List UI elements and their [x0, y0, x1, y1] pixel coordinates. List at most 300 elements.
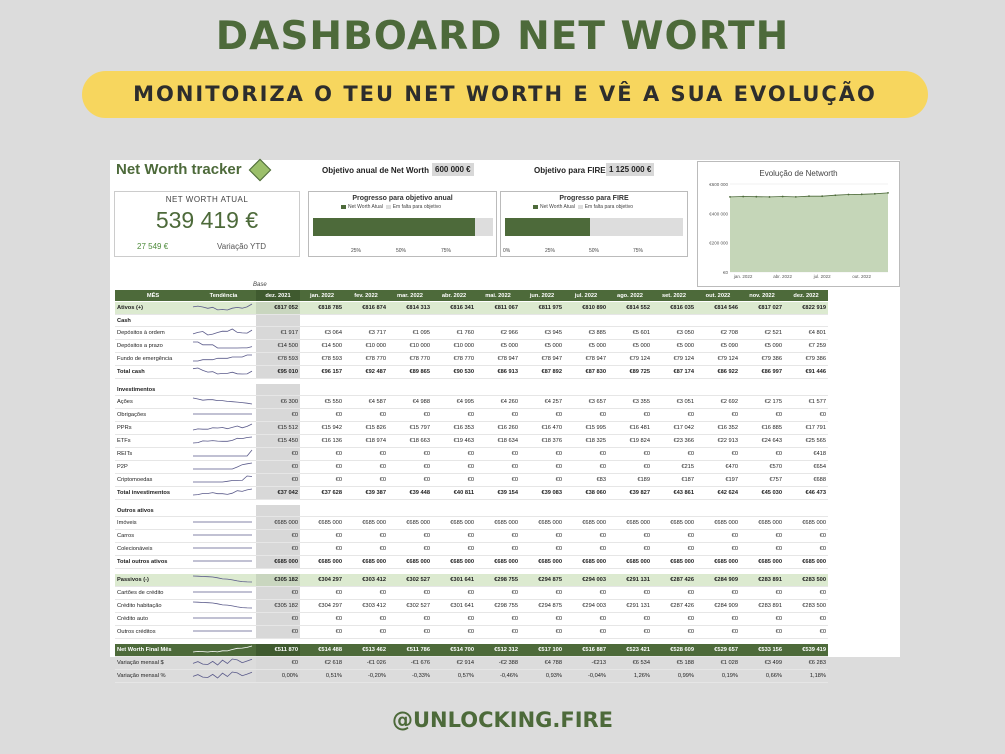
table-cell[interactable]: €685 000: [432, 517, 476, 530]
table-cell[interactable]: €811 067: [476, 302, 520, 315]
table-cell[interactable]: €0: [608, 448, 652, 461]
table-cell[interactable]: €298 755: [476, 574, 520, 587]
table-cell[interactable]: €87 892: [520, 366, 564, 379]
table-cell[interactable]: €685 000: [256, 556, 300, 569]
table-cell[interactable]: €0: [520, 530, 564, 543]
table-cell[interactable]: -0,46%: [476, 670, 520, 683]
table-cell[interactable]: €0: [432, 587, 476, 600]
table-cell[interactable]: €685 000: [740, 556, 784, 569]
table-cell[interactable]: €22 913: [696, 435, 740, 448]
table-cell[interactable]: €816 874: [344, 302, 388, 315]
table-cell[interactable]: €215: [652, 461, 696, 474]
table-cell[interactable]: €291 131: [608, 600, 652, 613]
table-cell[interactable]: €816 035: [652, 302, 696, 315]
table-cell[interactable]: €0: [388, 448, 432, 461]
table-cell[interactable]: €17 791: [784, 422, 828, 435]
table-cell[interactable]: €86 913: [476, 366, 520, 379]
table-cell[interactable]: €46 473: [784, 487, 828, 500]
table-cell[interactable]: €0: [388, 409, 432, 422]
table-cell[interactable]: -0,04%: [564, 670, 608, 683]
table-cell[interactable]: €96 157: [300, 366, 344, 379]
table-cell[interactable]: €3 945: [520, 327, 564, 340]
table-cell[interactable]: €513 462: [344, 644, 388, 657]
table-cell[interactable]: €2 692: [696, 396, 740, 409]
table-cell[interactable]: €0: [256, 657, 300, 670]
table-cell[interactable]: €0: [432, 448, 476, 461]
table-cell[interactable]: €305 182: [256, 600, 300, 613]
table-cell[interactable]: €19 824: [608, 435, 652, 448]
table-cell[interactable]: €685 000: [696, 517, 740, 530]
table-cell[interactable]: €0: [432, 613, 476, 626]
table-cell[interactable]: €2 175: [740, 396, 784, 409]
table-cell[interactable]: €0: [300, 530, 344, 543]
table-cell[interactable]: €516 887: [564, 644, 608, 657]
table-cell[interactable]: €0: [388, 474, 432, 487]
table-cell[interactable]: €0: [476, 448, 520, 461]
table-cell[interactable]: €89 865: [388, 366, 432, 379]
table-cell[interactable]: €39 154: [476, 487, 520, 500]
table-cell[interactable]: €817 027: [740, 302, 784, 315]
table-cell[interactable]: €0: [740, 530, 784, 543]
table-cell[interactable]: €5 601: [608, 327, 652, 340]
table-cell[interactable]: €294 003: [564, 600, 608, 613]
table-cell[interactable]: €1 917: [256, 327, 300, 340]
table-cell[interactable]: €0: [520, 543, 564, 556]
table-cell[interactable]: €685 000: [564, 517, 608, 530]
table-cell[interactable]: €685 000: [652, 517, 696, 530]
table-cell[interactable]: €0: [740, 409, 784, 422]
table-cell[interactable]: €78 947: [520, 353, 564, 366]
table-cell[interactable]: €685 000: [608, 517, 652, 530]
table-cell[interactable]: €5 000: [564, 340, 608, 353]
table-cell[interactable]: €0: [696, 543, 740, 556]
table-cell[interactable]: €0: [564, 587, 608, 600]
table-cell[interactable]: €0: [520, 461, 564, 474]
table-cell[interactable]: €0: [520, 474, 564, 487]
table-cell[interactable]: €685 000: [432, 556, 476, 569]
table-cell[interactable]: €0: [344, 626, 388, 639]
table-cell[interactable]: €87 174: [652, 366, 696, 379]
table-cell[interactable]: €78 947: [564, 353, 608, 366]
table-cell[interactable]: €810 890: [564, 302, 608, 315]
table-cell[interactable]: €302 527: [388, 600, 432, 613]
table-cell[interactable]: €5 000: [608, 340, 652, 353]
table-cell[interactable]: €37 042: [256, 487, 300, 500]
table-cell[interactable]: €16 481: [608, 422, 652, 435]
table-cell[interactable]: €6 283: [784, 657, 828, 670]
table-cell[interactable]: €685 000: [564, 556, 608, 569]
table-cell[interactable]: €654: [784, 461, 828, 474]
table-cell[interactable]: €78 947: [476, 353, 520, 366]
table-cell[interactable]: 0,99%: [652, 670, 696, 683]
table-cell[interactable]: €78 770: [432, 353, 476, 366]
table-cell[interactable]: €15 826: [344, 422, 388, 435]
table-cell[interactable]: €294 875: [520, 574, 564, 587]
table-cell[interactable]: €0: [344, 448, 388, 461]
table-cell[interactable]: €570: [740, 461, 784, 474]
table-cell[interactable]: €301 641: [432, 574, 476, 587]
table-cell[interactable]: -0,20%: [344, 670, 388, 683]
table-cell[interactable]: €5 090: [696, 340, 740, 353]
table-cell[interactable]: €0: [696, 448, 740, 461]
table-cell[interactable]: €0: [300, 474, 344, 487]
table-cell[interactable]: €0: [784, 587, 828, 600]
table-cell[interactable]: €1 760: [432, 327, 476, 340]
table-cell[interactable]: €18 634: [476, 435, 520, 448]
table-cell[interactable]: €0: [608, 530, 652, 543]
table-cell[interactable]: €39 387: [344, 487, 388, 500]
table-cell[interactable]: €822 919: [784, 302, 828, 315]
table-cell[interactable]: €0: [432, 474, 476, 487]
table-cell[interactable]: €95 010: [256, 366, 300, 379]
table-cell[interactable]: €39 083: [520, 487, 564, 500]
table-cell[interactable]: €817 052: [256, 302, 300, 315]
table-cell[interactable]: €0: [652, 543, 696, 556]
table-cell[interactable]: €0: [344, 587, 388, 600]
table-cell[interactable]: €24 643: [740, 435, 784, 448]
table-cell[interactable]: €757: [740, 474, 784, 487]
table-cell[interactable]: €287 426: [652, 600, 696, 613]
table-cell[interactable]: €688: [784, 474, 828, 487]
table-cell[interactable]: €7 259: [784, 340, 828, 353]
table-cell[interactable]: €0: [432, 530, 476, 543]
table-cell[interactable]: €511 870: [256, 644, 300, 657]
table-cell[interactable]: €0: [476, 474, 520, 487]
table-cell[interactable]: €470: [696, 461, 740, 474]
table-cell[interactable]: €16 353: [432, 422, 476, 435]
table-cell[interactable]: €0: [432, 409, 476, 422]
table-cell[interactable]: €4 995: [432, 396, 476, 409]
table-cell[interactable]: €14 500: [300, 340, 344, 353]
table-cell[interactable]: €0: [344, 530, 388, 543]
table-cell[interactable]: €15 512: [256, 422, 300, 435]
table-cell[interactable]: €86 922: [696, 366, 740, 379]
table-cell[interactable]: €0: [740, 587, 784, 600]
table-cell[interactable]: €0: [300, 461, 344, 474]
table-cell[interactable]: €528 609: [652, 644, 696, 657]
table-cell[interactable]: €4 801: [784, 327, 828, 340]
table-cell[interactable]: €42 624: [696, 487, 740, 500]
table-cell[interactable]: €0: [520, 626, 564, 639]
table-cell[interactable]: €0: [344, 543, 388, 556]
table-cell[interactable]: €0: [520, 409, 564, 422]
table-cell[interactable]: €0: [608, 461, 652, 474]
table-cell[interactable]: €301 641: [432, 600, 476, 613]
table-cell[interactable]: €0: [564, 448, 608, 461]
table-cell[interactable]: €2 521: [740, 327, 784, 340]
table-cell[interactable]: €0: [256, 543, 300, 556]
table-cell[interactable]: €23 366: [652, 435, 696, 448]
table-cell[interactable]: €0: [344, 474, 388, 487]
table-cell[interactable]: €0: [388, 530, 432, 543]
table-cell[interactable]: €4 257: [520, 396, 564, 409]
table-cell[interactable]: €511 786: [388, 644, 432, 657]
table-cell[interactable]: €45 030: [740, 487, 784, 500]
table-cell[interactable]: €0: [520, 448, 564, 461]
table-cell[interactable]: €0: [432, 543, 476, 556]
table-cell[interactable]: €685 000: [388, 556, 432, 569]
table-cell[interactable]: €0: [608, 587, 652, 600]
table-cell[interactable]: €0: [256, 530, 300, 543]
table-cell[interactable]: €0: [652, 530, 696, 543]
table-cell[interactable]: €304 297: [300, 574, 344, 587]
table-cell[interactable]: €0: [476, 461, 520, 474]
table-cell[interactable]: €78 770: [344, 353, 388, 366]
table-cell[interactable]: €685 000: [344, 517, 388, 530]
table-cell[interactable]: €818 785: [300, 302, 344, 315]
table-cell[interactable]: €3 064: [300, 327, 344, 340]
table-cell[interactable]: €0: [300, 543, 344, 556]
table-cell[interactable]: €0: [740, 448, 784, 461]
table-cell[interactable]: €10 000: [344, 340, 388, 353]
table-cell[interactable]: €0: [476, 409, 520, 422]
table-cell[interactable]: €79 124: [652, 353, 696, 366]
table-cell[interactable]: €0: [476, 626, 520, 639]
table-cell[interactable]: -€1 676: [388, 657, 432, 670]
table-cell[interactable]: €0: [300, 587, 344, 600]
table-cell[interactable]: €0: [256, 448, 300, 461]
table-cell[interactable]: €89 725: [608, 366, 652, 379]
table-cell[interactable]: €533 156: [740, 644, 784, 657]
table-cell[interactable]: €0: [520, 587, 564, 600]
table-cell[interactable]: €0: [300, 626, 344, 639]
table-cell[interactable]: €0: [256, 587, 300, 600]
table-cell[interactable]: 0,51%: [300, 670, 344, 683]
table-cell[interactable]: 0,00%: [256, 670, 300, 683]
table-cell[interactable]: €5 090: [740, 340, 784, 353]
table-cell[interactable]: €18 663: [388, 435, 432, 448]
table-cell[interactable]: €0: [784, 530, 828, 543]
table-cell[interactable]: €0: [652, 613, 696, 626]
table-cell[interactable]: €0: [652, 626, 696, 639]
table-cell[interactable]: €18 325: [564, 435, 608, 448]
table-cell[interactable]: €39 827: [608, 487, 652, 500]
table-cell[interactable]: €1 095: [388, 327, 432, 340]
table-cell[interactable]: €685 000: [784, 556, 828, 569]
table-cell[interactable]: 1,18%: [784, 670, 828, 683]
table-cell[interactable]: €1 028: [696, 657, 740, 670]
table-cell[interactable]: €0: [608, 626, 652, 639]
table-cell[interactable]: €0: [740, 543, 784, 556]
table-cell[interactable]: €16 352: [696, 422, 740, 435]
table-cell[interactable]: €685 000: [476, 517, 520, 530]
table-cell[interactable]: €685 000: [344, 556, 388, 569]
table-cell[interactable]: €303 412: [344, 600, 388, 613]
table-cell[interactable]: €2 914: [432, 657, 476, 670]
table-cell[interactable]: €0: [344, 613, 388, 626]
table-cell[interactable]: €685 000: [608, 556, 652, 569]
table-cell[interactable]: €15 942: [300, 422, 344, 435]
table-cell[interactable]: €305 182: [256, 574, 300, 587]
table-cell[interactable]: €685 000: [696, 556, 740, 569]
table-cell[interactable]: €18 974: [344, 435, 388, 448]
table-cell[interactable]: €87 830: [564, 366, 608, 379]
table-cell[interactable]: €294 003: [564, 574, 608, 587]
table-cell[interactable]: €3 885: [564, 327, 608, 340]
table-cell[interactable]: €685 000: [784, 517, 828, 530]
table-cell[interactable]: €4 260: [476, 396, 520, 409]
table-cell[interactable]: €418: [784, 448, 828, 461]
table-cell[interactable]: €283 891: [740, 574, 784, 587]
table-cell[interactable]: €0: [520, 613, 564, 626]
table-cell[interactable]: €539 419: [784, 644, 828, 657]
table-cell[interactable]: €685 000: [740, 517, 784, 530]
table-cell[interactable]: €0: [432, 461, 476, 474]
table-cell[interactable]: €14 500: [256, 340, 300, 353]
table-cell[interactable]: €0: [256, 409, 300, 422]
table-cell[interactable]: €37 628: [300, 487, 344, 500]
table-cell[interactable]: €0: [388, 626, 432, 639]
table-cell[interactable]: €3 355: [608, 396, 652, 409]
table-cell[interactable]: €3 657: [564, 396, 608, 409]
table-cell[interactable]: €0: [696, 587, 740, 600]
table-cell[interactable]: €0: [564, 626, 608, 639]
table-cell[interactable]: €0: [432, 626, 476, 639]
table-cell[interactable]: €0: [300, 448, 344, 461]
table-cell[interactable]: €39 448: [388, 487, 432, 500]
table-cell[interactable]: -0,33%: [388, 670, 432, 683]
table-cell[interactable]: €18 376: [520, 435, 564, 448]
table-cell[interactable]: €25 565: [784, 435, 828, 448]
table-cell[interactable]: -€1 026: [344, 657, 388, 670]
table-cell[interactable]: €3 051: [652, 396, 696, 409]
table-cell[interactable]: €78 770: [388, 353, 432, 366]
table-cell[interactable]: €0: [256, 474, 300, 487]
table-cell[interactable]: €79 386: [784, 353, 828, 366]
table-cell[interactable]: €0: [696, 626, 740, 639]
table-cell[interactable]: €303 412: [344, 574, 388, 587]
table-cell[interactable]: €4 788: [520, 657, 564, 670]
table-cell[interactable]: €0: [256, 613, 300, 626]
table-cell[interactable]: €15 450: [256, 435, 300, 448]
table-cell[interactable]: €91 446: [784, 366, 828, 379]
table-cell[interactable]: €0: [300, 409, 344, 422]
table-cell[interactable]: €0: [652, 587, 696, 600]
table-cell[interactable]: €16 885: [740, 422, 784, 435]
table-cell[interactable]: €0: [564, 409, 608, 422]
table-cell[interactable]: €685 000: [476, 556, 520, 569]
objective-annual-value[interactable]: 600 000 €: [432, 163, 474, 176]
table-cell[interactable]: 0,19%: [696, 670, 740, 683]
table-cell[interactable]: €685 000: [520, 517, 564, 530]
table-cell[interactable]: €0: [740, 613, 784, 626]
table-cell[interactable]: 0,57%: [432, 670, 476, 683]
table-cell[interactable]: €0: [652, 409, 696, 422]
table-cell[interactable]: €4 988: [388, 396, 432, 409]
table-cell[interactable]: €283 500: [784, 600, 828, 613]
table-cell[interactable]: €0: [476, 587, 520, 600]
table-cell[interactable]: 1,26%: [608, 670, 652, 683]
table-cell[interactable]: €2 966: [476, 327, 520, 340]
table-cell[interactable]: €0: [344, 461, 388, 474]
table-cell[interactable]: €0: [696, 409, 740, 422]
table-cell[interactable]: €0: [388, 543, 432, 556]
table-cell[interactable]: €0: [564, 530, 608, 543]
table-cell[interactable]: €15 995: [564, 422, 608, 435]
table-cell[interactable]: €517 100: [520, 644, 564, 657]
table-cell[interactable]: €304 297: [300, 600, 344, 613]
table-cell[interactable]: 0,66%: [740, 670, 784, 683]
table-cell[interactable]: €16 136: [300, 435, 344, 448]
table-cell[interactable]: €0: [784, 543, 828, 556]
table-cell[interactable]: €6 300: [256, 396, 300, 409]
table-cell[interactable]: €685 000: [256, 517, 300, 530]
table-cell[interactable]: €0: [608, 543, 652, 556]
table-cell[interactable]: €83: [564, 474, 608, 487]
table-cell[interactable]: €16 470: [520, 422, 564, 435]
table-cell[interactable]: €40 811: [432, 487, 476, 500]
table-cell[interactable]: €78 593: [256, 353, 300, 366]
table-cell[interactable]: €0: [608, 613, 652, 626]
table-cell[interactable]: €0: [344, 409, 388, 422]
table-cell[interactable]: €43 861: [652, 487, 696, 500]
table-cell[interactable]: €0: [388, 613, 432, 626]
table-cell[interactable]: €685 000: [520, 556, 564, 569]
table-cell[interactable]: €0: [564, 613, 608, 626]
table-cell[interactable]: €6 534: [608, 657, 652, 670]
table-cell[interactable]: €0: [784, 626, 828, 639]
table-cell[interactable]: €284 909: [696, 600, 740, 613]
table-cell[interactable]: €5 000: [652, 340, 696, 353]
objective-fire-value[interactable]: 1 125 000 €: [606, 163, 654, 176]
table-cell[interactable]: €0: [388, 461, 432, 474]
table-cell[interactable]: €0: [256, 626, 300, 639]
table-cell[interactable]: €0: [564, 461, 608, 474]
table-cell[interactable]: €685 000: [388, 517, 432, 530]
table-cell[interactable]: €1 577: [784, 396, 828, 409]
table-cell[interactable]: €5 000: [520, 340, 564, 353]
table-cell[interactable]: €2 708: [696, 327, 740, 340]
table-cell[interactable]: €298 755: [476, 600, 520, 613]
table-cell[interactable]: €514 488: [300, 644, 344, 657]
table-cell[interactable]: €86 997: [740, 366, 784, 379]
table-cell[interactable]: €0: [476, 613, 520, 626]
table-cell[interactable]: €816 341: [432, 302, 476, 315]
table-cell[interactable]: €685 000: [300, 556, 344, 569]
table-cell[interactable]: €0: [784, 613, 828, 626]
table-cell[interactable]: €0: [740, 626, 784, 639]
table-cell[interactable]: €187: [652, 474, 696, 487]
table-cell[interactable]: €291 131: [608, 574, 652, 587]
table-cell[interactable]: €197: [696, 474, 740, 487]
table-cell[interactable]: €10 000: [432, 340, 476, 353]
table-cell[interactable]: €16 260: [476, 422, 520, 435]
table-cell[interactable]: €90 530: [432, 366, 476, 379]
table-cell[interactable]: €189: [608, 474, 652, 487]
table-cell[interactable]: €814 546: [696, 302, 740, 315]
table-cell[interactable]: €0: [476, 543, 520, 556]
table-cell[interactable]: €3 717: [344, 327, 388, 340]
table-cell[interactable]: €685 000: [300, 517, 344, 530]
table-cell[interactable]: €0: [608, 409, 652, 422]
table-cell[interactable]: €78 593: [300, 353, 344, 366]
table-cell[interactable]: €294 875: [520, 600, 564, 613]
table-cell[interactable]: €0: [476, 530, 520, 543]
table-cell[interactable]: €79 124: [696, 353, 740, 366]
table-cell[interactable]: €512 312: [476, 644, 520, 657]
table-cell[interactable]: €17 042: [652, 422, 696, 435]
table-cell[interactable]: €0: [256, 461, 300, 474]
table-cell[interactable]: €283 500: [784, 574, 828, 587]
table-cell[interactable]: €814 313: [388, 302, 432, 315]
table-cell[interactable]: €0: [696, 530, 740, 543]
table-cell[interactable]: €283 891: [740, 600, 784, 613]
table-cell[interactable]: €0: [696, 613, 740, 626]
table-cell[interactable]: €2 618: [300, 657, 344, 670]
table-cell[interactable]: €0: [564, 543, 608, 556]
table-cell[interactable]: €38 060: [564, 487, 608, 500]
table-cell[interactable]: €814 552: [608, 302, 652, 315]
